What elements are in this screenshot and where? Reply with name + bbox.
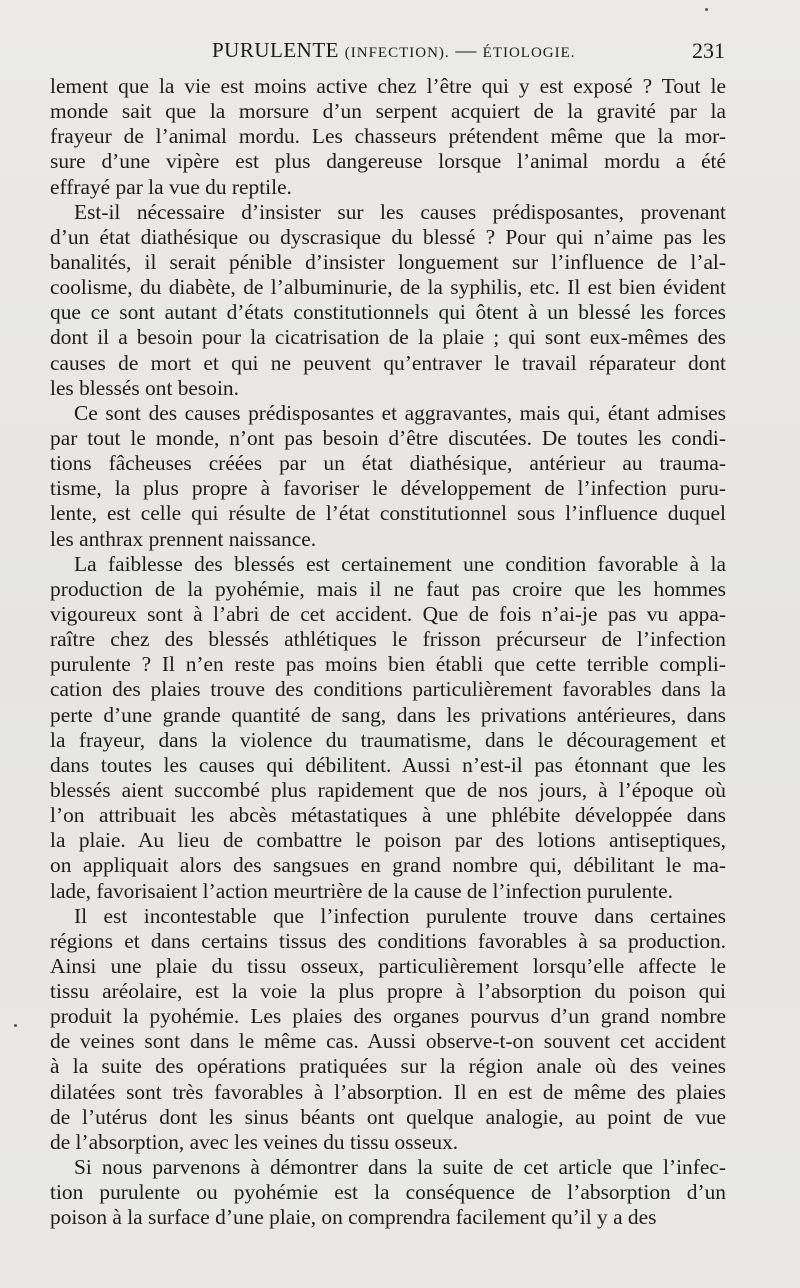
text-line: à la suite des opérations pratiquées sur la région anale où des veines [50,1054,726,1079]
text-line: La faiblesse des blessés est certainement une condition favorable à la [74,551,726,576]
title-paren: (INFECTION). [344,45,450,61]
body-text [50,74,726,1230]
title-separator: — [455,38,477,62]
text-line: l’on attribuait les abcès métastatiques à une phlébite développée dans [50,803,726,828]
paragraph [50,401,726,552]
text-line: monde sait que la morsure d’un serpent acquiert de la gravité par la [50,99,726,124]
text-line: dans toutes les causes qui débilitent. Aussi n’est-il pas étonnant que les [50,752,726,777]
title-section: ÉTIOLOGIE. [482,45,576,61]
text-line: de veines sont dans le même cas. Aussi observe-t-on souvent cet accident [50,1029,726,1054]
text-line: tissu aréolaire, est la voie la plus propre à l’absorption du poison qui [50,979,726,1004]
text-line: tions fâcheuses créées par un état diathésique, antérieur au trauma- [50,451,726,476]
text-line: poison à la surface d’une plaie, on comprendra facilement qu’il y a des [50,1205,657,1230]
text-line: lente, est celle qui résulte de l’état constitutionnel sous l’influence duquel [50,501,726,526]
text-line: purulente ? Il n’en reste pas moins bien établi que cette terrible compli- [50,652,726,677]
text-line: raître chez des blessés athlétiques le frisson précurseur de l’infection [50,627,726,652]
text-line: effrayé par la vue du reptile. [50,174,292,199]
text-line: la plaie. Au lieu de combattre le poison par des lotions antiseptiques, [50,828,726,853]
running-title [212,38,576,63]
paragraph [50,904,726,1155]
ink-speck [705,8,708,11]
text-line: tion purulente ou pyohémie est la conséquence de l’absorption d’un [50,1180,726,1205]
text-line: coolisme, du diabète, de l’albuminurie, de la syphilis, etc. Il est bien évident [50,275,726,300]
paragraph [50,1155,726,1230]
text-line: de l’utérus dont les sinus béants ont quelque analogie, au point de vue [50,1104,726,1129]
text-line: perte d’une grande quantité de sang, dans les privations antérieures, dans [50,702,726,727]
text-line: que ce sont autant d’états constitutionnels qui ôtent à un blessé les forces [50,300,726,325]
text-line: lade, favorisaient l’action meurtrière de la cause de l’infection purulente. [50,878,674,903]
text-line: sure d’une vipère est plus dangereuse lorsque l’animal mordu a été [50,149,726,174]
text-line: d’un état diathésique ou dyscrasique du blessé ? Pour qui n’aime pas les [50,224,726,249]
text-line: blessés aient succombé plus rapidement que de nos jours, à l’époque où [50,777,726,802]
paragraph [50,74,726,200]
text-line: Si nous parvenons à démontrer dans la suite de cet article que l’infec- [74,1155,726,1180]
text-line: cation des plaies trouve des conditions particulièrement favorables dans la [50,677,726,702]
text-line: les blessés ont besoin. [50,375,239,400]
text-line: de l’absorption, avec les veines du tissu osseux. [50,1129,459,1154]
text-line: lement que la vie est moins active chez l’être qui y est exposé ? Tout le [50,74,726,98]
text-line: dilatées sont très favorables à l’absorption. Il en est de même des plaies [50,1079,726,1104]
paragraph [50,200,726,401]
text-line: les anthrax prennent naissance. [50,526,317,551]
text-line: frayeur de l’animal mordu. Les chasseurs prétendent même que la mor- [50,124,726,149]
page-number: 231 [692,38,725,63]
text-line: on appliquait alors des sangsues en grand nombre qui, débilitant le ma- [50,853,726,878]
text-line: Ce sont des causes prédisposantes et aggravantes, mais qui, étant admises [74,400,726,425]
text-line: production de la pyohémie, mais il ne faut pas croire que les hommes [50,576,726,601]
text-line: tisme, la plus propre à favoriser le développement de l’infection puru- [50,476,726,501]
text-line: causes de mort et qui ne peuvent qu’entraver le travail réparateur dont [50,350,726,375]
text-line: Est-il nécessaire d’insister sur les causes prédisposantes, provenant [74,199,726,224]
text-line: banalités, il serait pénible d’insister longuement sur l’influence de l’al- [50,249,726,274]
text-line: vigoureux sont à l’abri de cet accident. Que de fois n’ai-je pas vu appa- [50,601,726,626]
text-line: produit la pyohémie. Les plaies des organes pourvus d’un grand nombre [50,1004,726,1029]
paragraph [50,552,726,904]
text-line: régions et dans certains tissus des conditions favorables à sa production. [50,928,726,953]
text-line: Ainsi une plaie du tissu osseux, particulièrement lorsqu’elle affecte le [50,953,726,978]
title-main: PURULENTE [212,38,339,62]
text-line: dont il a besoin pour la cicatrisation de la plaie ; qui sont eux-mêmes des [50,325,726,350]
text-line: la frayeur, dans la violence du traumatisme, dans le découragement et [50,727,726,752]
text-line: Il est incontestable que l’infection purulente trouve dans certaines [74,903,726,928]
ink-speck [14,1024,17,1027]
text-line: par tout le monde, n’ont pas besoin d’être discutées. De toutes les condi- [50,425,726,450]
running-header [50,38,725,68]
